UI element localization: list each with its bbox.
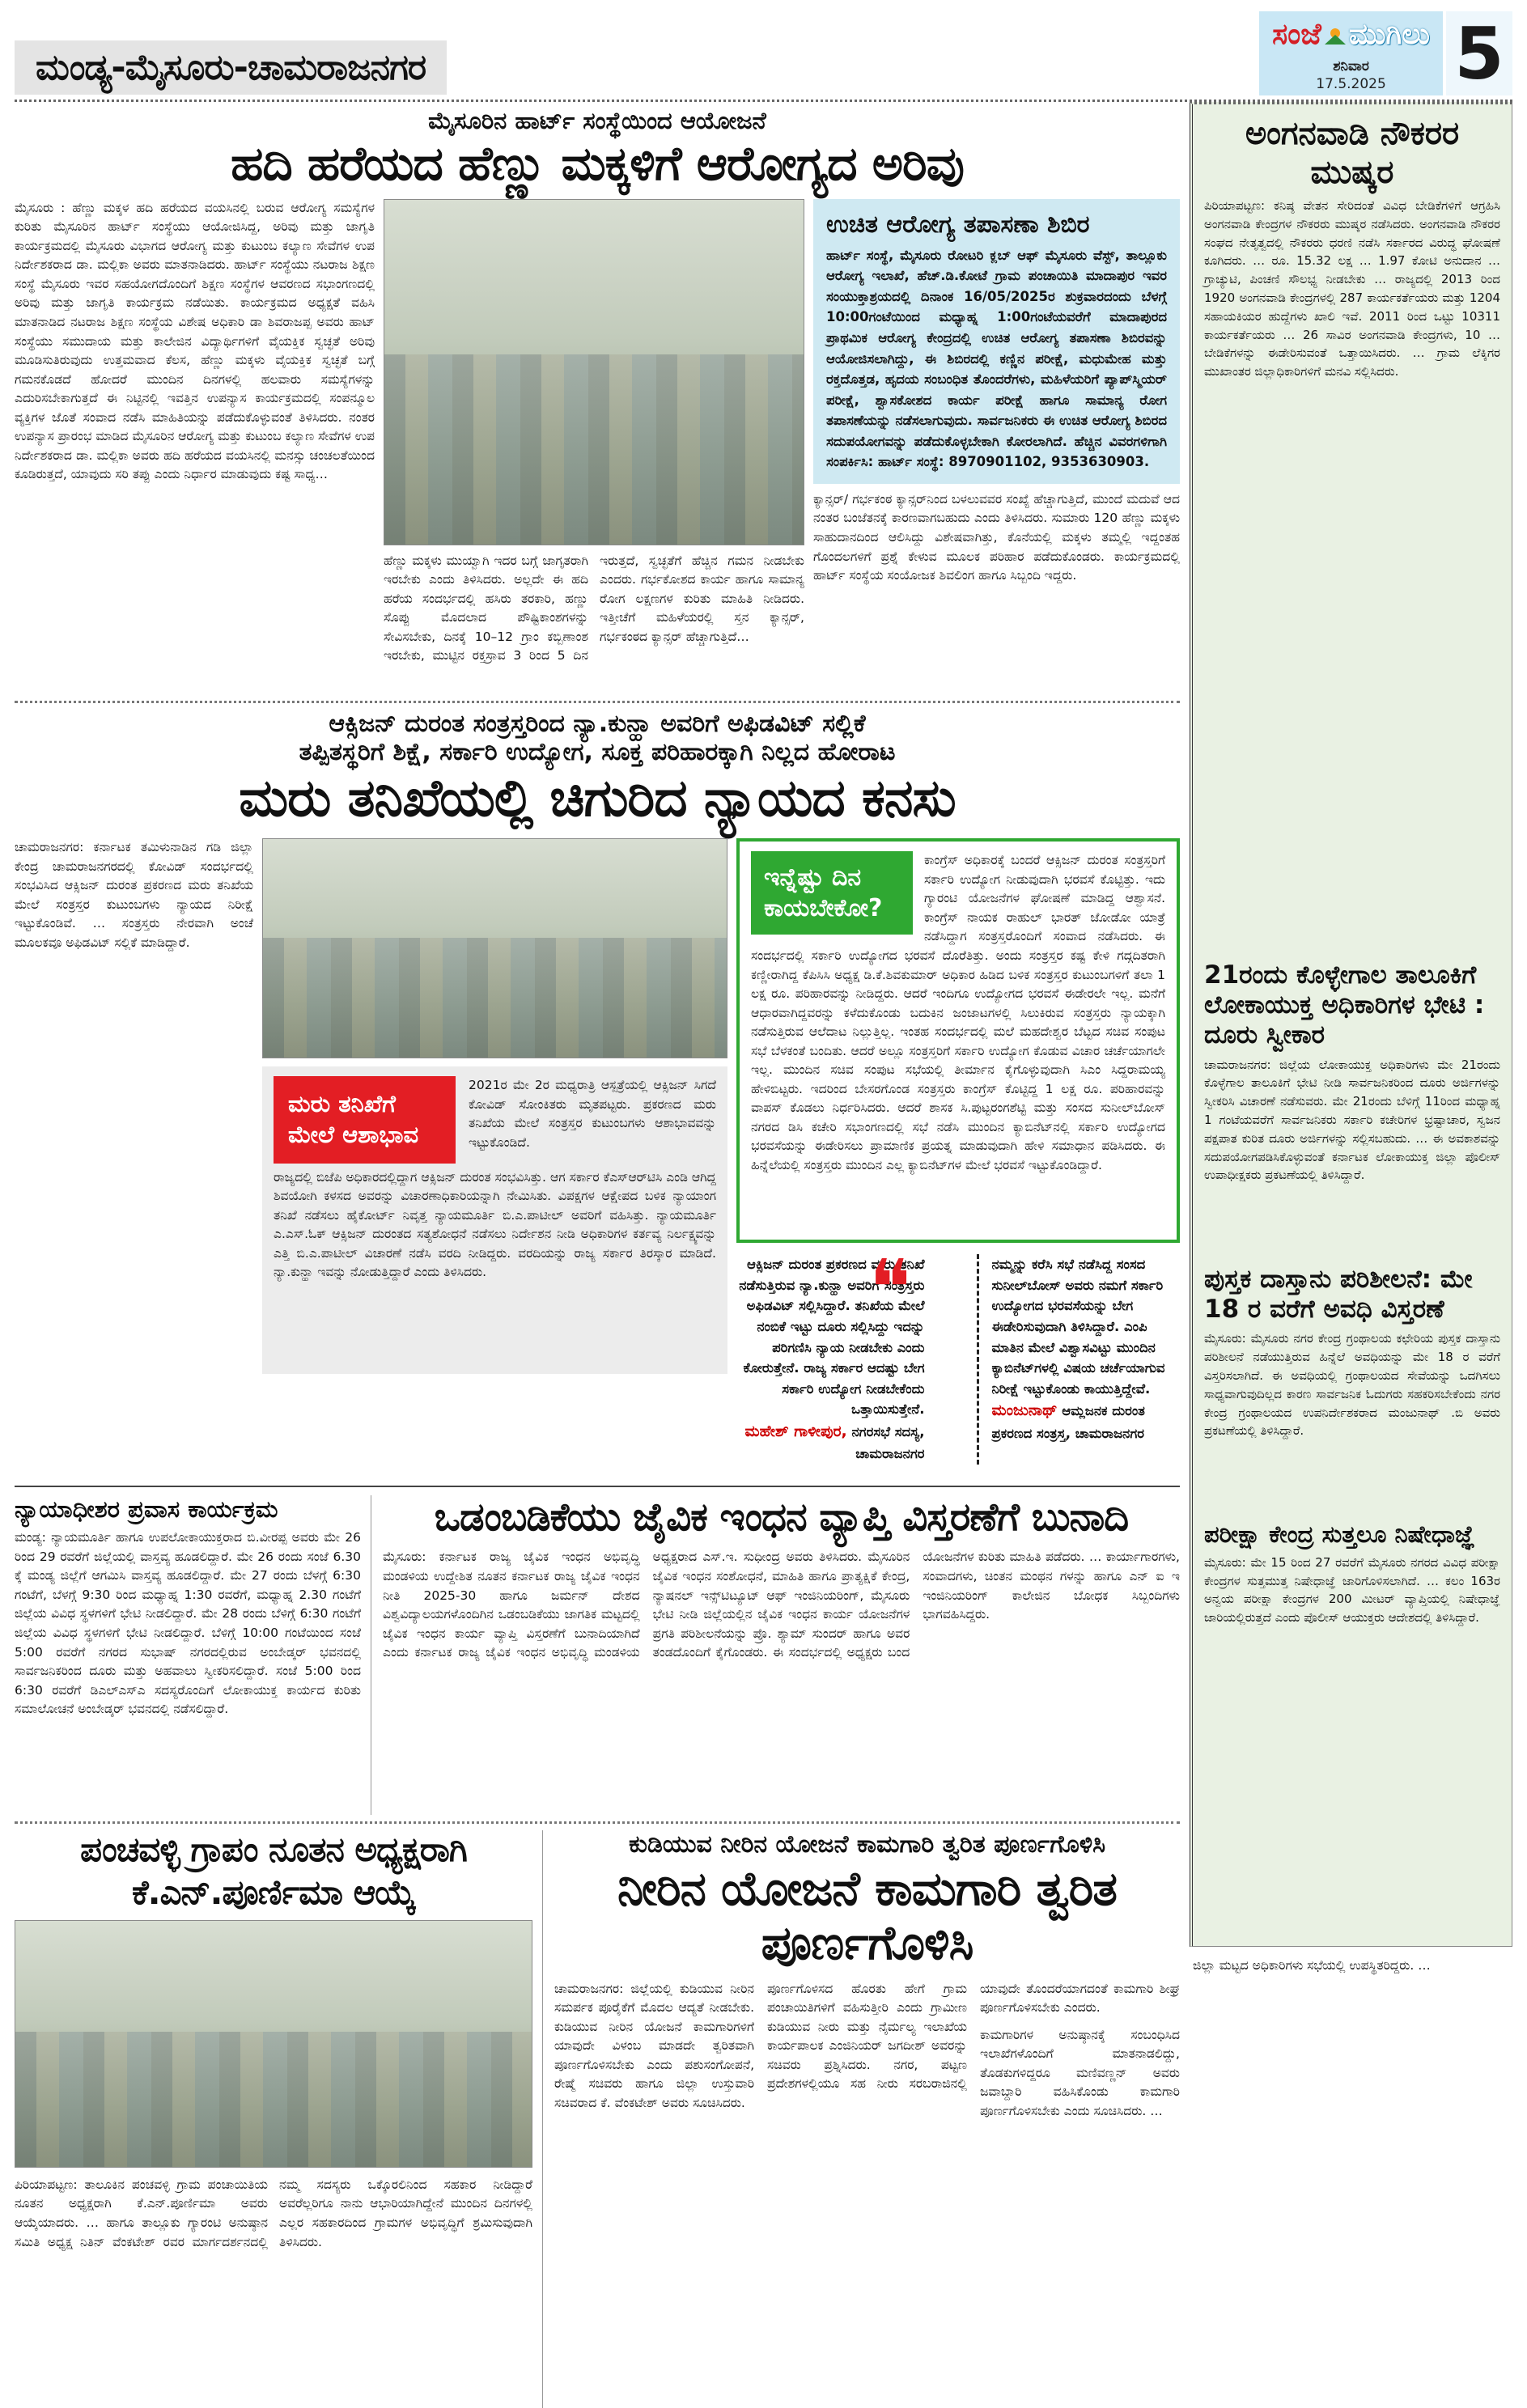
redbox-body-top: 2021ರ ಮೇ 2ರ ಮಧ್ಯರಾತ್ರಿ ಆಸ್ಪತ್ರೆಯಲ್ಲಿ ಆಕ್ಸಿಜನ್ ಸಿಗದೆ ಕೋವಿಡ್ ಸೋಂಕಿತರು ಮೃತಪಟ್ಟರು. ಪ್ರಕರಣದ ಮರು ತನಿಖೆಯ ಮೇಲೆ ಸಂತ್ರಸ್ತರ ಕುಟುಂಬಗಳು ಆಶಾಭಾವವನ್ನು ಇಟ್ಟುಕೊಂಡಿದೆ. [469,1078,716,1150]
redbox-body-bottom: ರಾಜ್ಯದಲ್ಲಿ ಬಿಜೆಪಿ ಅಧಿಕಾರದಲ್ಲಿದ್ದಾಗ ಆಕ್ಸಿಜನ್ ದುರಂತ ಸಂಭವಿಸಿತ್ತು. ಆಗ ಸರ್ಕಾರ ಕೆಎಸ್‌ಆರ್‌ಟಿಸಿ ಎಂಡಿ ಆಗಿದ್ದ ಶಿವಯೋಗಿ ಕಳಸದ ಅವರನ್ನು ವಿಚಾರಣಾಧಿಕಾರಿಯನ್ನಾಗಿ ನೇಮಿಸಿತು. ವಿಪಕ್ಷಗಳ ಆಕ್ಷೇಪದ ಬಳಿಕ ನ್ಯಾಯಾಂಗ ತನಿಖೆ ನಡೆಸಲು ಹೈಕೋರ್ಟ್ ನಿವೃತ್ತ ನ್ಯಾಯಮೂರ್ತಿ ಬಿ.ಎ.ಪಾಟೀಲ್ ಅವರಿಗೆ ವಹಿಸಿತ್ತು. ನ್ಯಾಯಮೂರ್ತಿ ಎ.ಎಸ್.ಓಕ್ ಆಕ್ಸಿಜನ್ ದುರಂತದ ಸತ್ಯಶೋಧನೆ ನಡೆಸಲು ನಿರ್ದೇಶನ ನೀಡಿ ಅಧಿಕಾರಿಗಳ ಕರ್ತವ್ಯ ನಿರ್ಲಕ್ಷ್ಯವನ್ನು ಎತ್ತಿ ಬಿ.ಎ.ಪಾಟೀಲ್ ವಿಚಾರಣೆ ನಡೆಸಿ ವರದಿ ನೀಡಿದ್ದರು. ವರದಿಯನ್ನು ರಾಜ್ಯ ಸರ್ಕಾರ ತಿರಸ್ಕಾರ ಮಾಡಿದೆ. ನ್ಯಾ.ಕುನ್ಹಾ ಇವನ್ನು ನೋಡುತ್ತಿದ್ದಾರೆ ಎಂದು ತಿಳಿಸಿದರು. [274,1169,716,1280]
article1-headline: ಹದಿ ಹರೆಯದ ಹೆಣ್ಣು ಮಕ್ಕಳಿಗೆ ಆರೋಗ್ಯದ ಅರಿವು [231,136,964,191]
section-divider [15,1486,1180,1487]
greenbox-body: ಕಾಂಗ್ರೆಸ್ ಅಧಿಕಾರಕ್ಕೆ ಬಂದರೆ ಆಕ್ಸಿಜನ್ ದುರಂತ ಸಂತ್ರಸ್ತರಿಗೆ ಸರ್ಕಾರಿ ಉದ್ಯೋಗ ನೀಡುವುದಾಗಿ ಭರವಸೆ ಕೊಟ್ಟಿತ್ತು. ಇದು ಗ್ಯಾರಂಟಿ ಯೋಜನೆಗಳ ಘೋಷಣೆ ಮಾಡಿದ್ದ ಆಶ್ವಾಸನೆ. ಕಾಂಗ್ರೆಸ್ ನಾಯಕ ರಾಹುಲ್ ಭಾರತ್ ಜೋಡೋ ಯಾತ್ರೆ ನಡೆಸಿದ್ದಾಗ ಸಂತ್ರಸ್ತರೊಂದಿಗೆ ಸಂವಾದ ನಡೆಸಿದರು. ಈ ಸಂದರ್ಭದಲ್ಲಿ ಸರ್ಕಾರಿ ಉದ್ಯೋಗದ ಭರವಸೆ ದೊರೆತಿತ್ತು. ಅಂದು ಸಂತ್ರಸ್ತರ ಕಷ್ಟ ಕೇಳಿ ಗದ್ಗದಿತರಾಗಿ ಕಣ್ಣೀರಾಗಿದ್ದ ಕೆಪಿಸಿಸಿ ಅಧ್ಯಕ್ಷ ಡಿ.ಕೆ.ಶಿವಕುಮಾರ್ ಅಧಿಕಾರ ಹಿಡಿದ ಬಳಿಕ ಸಂತ್ರಸ್ತರ ಕುಟುಂಬಗಳಿಗೆ ತಲಾ 1 ಲಕ್ಷ ರೂ. ಪರಿಹಾರವನ್ನು ನೀಡಿದ್ದರು. ಆದರೆ ಇಂದಿಗೂ ಉದ್ಯೋಗದ ಭರವಸೆ ಈಡೇರಲೇ ಇಲ್ಲ. ಮನೆಗೆ ಆಧಾರವಾಗಿದ್ದವರನ್ನು ಕಳೆದುಕೊಂಡು ಬದುಕಿನ ಜಂಜಾಟಗಳಲ್ಲಿ ಸಿಲುಕಿರುವ ಸಂತ್ರಸ್ತರು ನ್ಯಾಯಕ್ಕಾಗಿ ನಡೆಸುತ್ತಿರುವ ಆಲೆದಾಟ ನಿಲ್ಲುತ್ತಿಲ್ಲ. ಇಂತಹ ಸಂದರ್ಭದಲ್ಲಿ ಮಲೆ ಮಹದೇಶ್ವರ ಬೆಟ್ಟದ ಸಚಿವ ಸಂಪುಟ ಸಭೆ ಬೆಳಕಂತೆ ಬಂದಿತು. ಆದರೆ ಅಲ್ಲೂ ಸಂತ್ರಸ್ತರಿಗೆ ಸರ್ಕಾರಿ ಉದ್ಯೋಗ ಕೊಡುವ ವಿಚಾರ ಚರ್ಚೆಯಾಗಲೇ ಇಲ್ಲ. ಮುಂದಿನ ಸಚಿವ ಸಂಪುಟ ಸಭೆಯಲ್ಲಿ ತೀರ್ಮಾನ ಕೈಗೊಳ್ಳುವುದಾಗಿ ಸಿಎಂ ಸಿದ್ದರಾಮಯ್ಯ ಹೇಳಿಬಿಟ್ಟರು. ಇದರಿಂದ ಬೇಸರಗೊಂಡ ಸಂತ್ರಸ್ತರು ಕಾಂಗ್ರೆಸ್ ಕೊಟ್ಟಿದ್ದ 1 ಲಕ್ಷ ರೂ. ಪರಿಹಾರವನ್ನು ವಾಪಸ್ ಕೊಡಲು ನಿರ್ಧರಿಸಿದರು. ಆದರೆ ಶಾಸಕ ಸಿ.ಪುಟ್ಟರಂಗಶೆಟ್ಟಿ ಮತ್ತು ಸಂಸದ ಸುನೀಲ್‌ಬೋಸ್ ನಗರದ ಡಿಸಿ ಕಚೇರಿ ಸಭಾಂಗಣದಲ್ಲಿ ಸಭೆ ನಡೆಸಿ ಮುಂದಿನ ಕ್ಯಾಬಿನೆಟ್‌ನಲ್ಲಿ ಸರ್ಕಾರಿ ಉದ್ಯೋಗದ ಭರವಸೆಯನ್ನು ಈಡೇರಿಸಲು ಪ್ರಾಮಾಣಿಕ ಪ್ರಯತ್ನ ಮಾಡುವುದಾಗಿ ಹೇಳಿ ಸಮಾಧಾನ ಪಡಿಸಿದರು. ಈ ಹಿನ್ನೆಲೆಯಲ್ಲಿ ಸಂತ್ರಸ್ತರು ಮುಂದಿನ ಎಲ್ಲ ಕ್ಯಾಬಿನೆಟ್‌ಗಳ ಮೇಲೆ ಭರವಸೆ ಇಟ್ಟುಕೊಂಡಿದ್ದಾರೆ. [751,853,1165,1173]
sidebar-article3-headline: ಪುಸ್ತಕ ದಾಸ್ತಾನು ಪರಿಶೀಲನೆ: ಮೇ 18 ರ ವರೆಗೆ ಅವಧಿ ವಿಸ್ತರಣೆ [1204,1265,1473,1325]
paper-name-blue: ಮುಗಿಲು [1348,18,1430,51]
article-panchavalli-gp [15,1830,532,2408]
article6-col2: ಪೂರ್ಣಗೊಳಿಸದ ಹೊರತು ಹೇಗೆ ಗ್ರಾಮ ಪಂಚಾಯಿತಿಗಳಿಗೆ ವಹಿಸುತ್ತೀರಿ ಎಂದು ಗ್ರಾಮೀಣ ಕುಡಿಯುವ ನೀರು ಮತ್ತು ನೈರ್ಮಲ್ಯ ಇಲಾಖೆಯ ಕಾರ್ಯಪಾಲಕ ಎಂಜಿನಿಯರ್ ಜಗದೀಶ್ ಅವರನ್ನು ಸಚಿವರು ಪ್ರಶ್ನಿಸಿದರು. ನಗರ, ಪಟ್ಟಣ ಪ್ರದೇಶಗಳಲ್ಲಿಯೂ ಸಹ ನೀರು ಸರಬರಾಜಿನಲ್ಲಿ ಯಾವುದೇ ತೊಂದರೆಯಾಗದಂತೆ ಕಾಮಗಾರಿ ಶೀಘ್ರ ಪೂರ್ಣಗೊಳಿಸಬೇಕು ಎಂದರು. [767,1981,1180,2092]
paper-name-red: ಸಂಜೆ [1272,18,1321,51]
article3-headline: ನ್ಯಾಯಾಧೀಶರ ಪ್ರವಾಸ ಕಾರ್ಯಕ್ರಮ [15,1495,278,1524]
sidebar-article1-headline: ಅಂಗನವಾಡಿ ನೌಕರರ ಮುಷ್ಕರ [1245,115,1460,191]
article-oxygen-tragedy [15,710,1180,1478]
sidebar-article3-body: ಮೈಸೂರು: ಮೈಸೂರು ನಗರ ಕೇಂದ್ರ ಗ್ರಂಥಾಲಯ ಕಛೇರಿಯ ಪುಸ್ತಕ ದಾಸ್ತಾನು ಪರಿಶೀಲನೆ ನಡೆಯುತ್ತಿರುವ ಹಿನ್ನೆಲೆ ಅವಧಿಯನ್ನು ಮೇ 18 ರ ವರೆಗೆ ವಿಸ್ತರಿಸಲಾಗಿದೆ. ಈ ಅವಧಿಯಲ್ಲಿ ಗ್ರಂಥಾಲಯದ ಸೇವೆಯನ್ನು ಒದಗಿಸಲು ಸಾಧ್ಯವಾಗುವುದಿಲ್ಲದ ಕಾರಣ ಸಾರ್ವಜನಿಕ ಓದುಗರು ಸಹಕರಿಸಬೇಕೆಂದು ನಗರ ಕೇಂದ್ರ ಗ್ರಂಥಾಲಯದ ಉಪನಿರ್ದೇಶಕರಾದ ಮಂಜುನಾಥ್ .ಬಿ ಅವರು ಪ್ರಕಟಣೆಯಲ್ಲಿ ತಿಳಿಸಿದ್ದಾರೆ. [1204,1331,1500,1439]
section-divider [15,1821,1180,1824]
infobox-title: ಉಚಿತ ಆರೋಗ್ಯ ತಪಾಸಣಾ ಶಿಬಿರ [826,210,1090,239]
article6-col3: ಕಾಮಗಾರಿಗಳ ಅನುಷ್ಠಾನಕ್ಕೆ ಸಂಬಂಧಿಸಿದ ಇಲಾಖೆಗಳೊಂದಿಗೆ ಮಾತನಾಡಲಿದ್ದು, ತೊಡಕುಗಳಿದ್ದರೂ ಮಣಿವಣ್ಣನ್ ಅವರು ಜವಾಬ್ದಾರಿ ವಹಿಸಿಕೊಂಡು ಕಾಮಗಾರಿ ಪೂರ್ಣಗೊಳಿಸಬೇಕು ಎಂದು ಸೂಚಿಸಿದರು. … [980,2027,1180,2118]
sidebar-article4-headline: ಪರೀಕ್ಷಾ ಕೇಂದ್ರ ಸುತ್ತಲೂ ನಿಷೇಧಾಜ್ಞೆ [1204,1520,1475,1548]
article2-photo [262,838,727,1058]
sidebar-article-exam-prohibition [1204,1520,1500,1627]
article5-body: ಪಿರಿಯಾಪಟ್ಟಣ: ತಾಲೂಕಿನ ಪಂಚವಳ್ಳಿ ಗ್ರಾಮ ಪಂಚಾಯಿತಿಯ ನೂತನ ಅಧ್ಯಕ್ಷರಾಗಿ ಕೆ.ಎನ್.ಪೂರ್ಣಿಮಾ ಅವರು ಆಯ್ಕೆಯಾದರು. … ಹಾಗೂ ತಾಲ್ಲೂಕು ಗ್ಯಾರಂಟಿ ಅನುಷ್ಠಾನ ಸಮಿತಿ ಅಧ್ಯಕ್ಷ ನಿತಿನ್ ವೆಂಕಟೇಶ್ ರವರ ಮಾರ್ಗದರ್ಶನದಲ್ಲಿ ನಮ್ಮ ಸದಸ್ಯರು ಒಕ್ಕೊರಲಿನಿಂದ ಸಹಕಾರ ನೀಡಿದ್ದಾರೆ ಅವರೆಲ್ಲರಿಗೂ ನಾನು ಆಭಾರಿಯಾಗಿದ್ದೇನೆ ಮುಂದಿನ ದಿನಗಳಲ್ಲಿ ಎಲ್ಲರ ಸಹಕಾರದಿಂದ ಗ್ರಾಮಗಳ ಅಭಿವೃದ್ಧಿಗೆ ಶ್ರಮಿಸುವುದಾಗಿ ತಿಳಿಸಿದರು. [15,2177,532,2249]
weekday: ಶನಿವಾರ [1333,58,1369,74]
article1-photo [384,199,804,545]
article2-kicker1: ಆಕ್ಸಿಜನ್ ದುರಂತ ಸಂತ್ರಸ್ತರಿಂದ ನ್ಯಾ.ಕುನ್ಹಾ ಅವರಿಗೆ ಅಫಿಡವಿಟ್ ಸಲ್ಲಿಕೆ [329,709,866,738]
article-health-awareness [15,102,1180,694]
newspaper-logo [1259,11,1512,95]
infobox-body: ಹಾರ್ಟ್ ಸಂಸ್ಥೆ, ಮೈಸೂರು ರೋಟರಿ ಕ್ಲಬ್ ಆಫ್ ಮೈಸೂರು ವೆಸ್ಟ್, ತಾಲ್ಲೂಕು ಆರೋಗ್ಯ ಇಲಾಖೆ, ಹೆಚ್.ಡಿ.ಕೋಟೆ ಗ್ರಾಮ ಪಂಚಾಯಿತಿ ಮಾದಾಪುರ ಇವರ ಸಂಯುಕ್ತಾಶ್ರಯದಲ್ಲಿ ದಿನಾಂಕ 16/05/2025ರ ಶುಕ್ರವಾರದಂದು ಬೆಳಗ್ಗೆ 10:00ಗಂಟೆಯಿಂದ ಮಧ್ಯಾಹ್ನ 1:00ಗಂಟೆಯವರೆಗೆ ಮಾದಾಪುರದ ಪ್ರಾಥಮಿಕ ಆರೋಗ್ಯ ಕೇಂದ್ರದಲ್ಲಿ ಉಚಿತ ಆರೋಗ್ಯ ತಪಾಸಣಾ ಶಿಬಿರವನ್ನು ಆಯೋಜಿಸಲಾಗಿದ್ದು, ಈ ಶಿಬಿರದಲ್ಲಿ ಕಣ್ಣಿನ ಪರೀಕ್ಷೆ, ಮಧುಮೇಹ ಮತ್ತು ರಕ್ತದೊತ್ತಡ, ಹೃದಯ ಸಂಬಂಧಿತ ತೊಂದರೆಗಳು, ಮಹಿಳೆಯರಿಗೆ ಪ್ಯಾಪ್‌ಸ್ಮಿಯರ್ ಪರೀಕ್ಷೆ, ಶ್ವಾಸಕೋಶದ ಕಾರ್ಯ ಪರೀಕ್ಷೆ ಹಾಗೂ ಸಾಮಾನ್ಯ ರೋಗ ತಪಾಸಣೆಯನ್ನು ನಡೆಸಲಾಗುವುದು. ಸಾರ್ವಜನಿಕರು ಈ ಉಚಿತ ಆರೋಗ್ಯ ಶಿಬಿರದ ಸದುಪಯೋಗವನ್ನು ಪಡೆದುಕೊಳ್ಳಬೇಕಾಗಿ ಕೋರಲಾಗಿದೆ. ಹೆಚ್ಚಿನ ವಿವರಗಳಿಗಾಗಿ ಸಂಪರ್ಕಿಸಿ: ಹಾರ್ಟ್ ಸಂಸ್ಥೆ: 8970901102, 9353630903. [826,247,1167,470]
article1-body-mid: ಹೆಣ್ಣು ಮಕ್ಕಳು ಮುಯ್ವಾಗಿ ಇದರ ಬಗ್ಗೆ ಜಾಗೃತರಾಗಿ ಇರಬೇಕು ಎಂದು ತಿಳಿಸಿದರು. ಅಲ್ಲದೇ ಈ ಹದಿ ಹರೆಯ ಸಂದರ್ಭದಲ್ಲಿ ಹಸಿರು ತರಕಾರಿ, ಹಣ್ಣು ಸೊಪ್ಪು ಮೊದಲಾದ ಪೌಷ್ಟಿಕಾಂಶಗಳನ್ನು ಸೇವಿಸಬೇಕು, ದಿನಕ್ಕೆ 10–12 ಗ್ರಾಂ ಕಬ್ಬಿಣಾಂಶ ಇರಬೇಕು, ಮುಟ್ಟಿನ ರಕ್ತಸ್ರಾವ 3 ರಿಂದ 5 ದಿನ ಇರುತ್ತದೆ, ಸ್ವಚ್ಛತೆಗೆ ಹೆಚ್ಚಿನ ಗಮನ ನೀಡಬೇಕು ಎಂದರು. ಗರ್ಭಕೋಶದ ಕಾರ್ಯ ಹಾಗೂ ಸಾಮಾನ್ಯ ರೋಗ ಲಕ್ಷಣಗಳ ಕುರಿತು ಮಾಹಿತಿ ನೀಡಿದರು. ಇತ್ತೀಚೆಗೆ ಮಹಿಳೆಯರಲ್ಲಿ ಸ್ತನ ಕ್ಯಾನ್ಸರ್, ಗರ್ಭಕಂಠದ ಕ್ಯಾನ್ಸರ್ ಹೆಚ್ಚಾಗುತ್ತಿದೆ… [384,553,804,663]
article5-photo [15,1920,532,2168]
article6-col4: ಜಿಲ್ಲಾ ಮಟ್ಟದ ಅಧಿಕಾರಿಗಳು ಸಭೆಯಲ್ಲಿ ಉಪಸ್ಥಿತರಿದ್ದರು. … [1193,1958,1431,1973]
article1-body-col1: ಮೈಸೂರು : ಹೆಣ್ಣು ಮಕ್ಕಳ ಹದಿ ಹರೆಯದ ವಯಸಿನಲ್ಲಿ ಬರುವ ಆರೋಗ್ಯ ಸಮಸ್ಯೆಗಳ ಕುರಿತು ಮೈಸೂರಿನ ಹಾರ್ಟ್ ಸಂಸ್ಥೆಯು ಆಯೋಜಿಸಿದ್ದ, ಅರಿವು ಮತ್ತು ಜಾಗೃತಿ ಕಾರ್ಯಕ್ರಮದಲ್ಲಿ ಮೈಸೂರು ವಿಭಾಗದ ಆರೋಗ್ಯ ಮತ್ತು ಕುಟುಂಬ ಕಲ್ಯಾಣ ಸೇವೆಗಳ ಉಪ ನಿರ್ದೇಶಕರಾದ ಡಾ. ಮಲ್ಲಿಕಾ ಅವರು ಮಾತನಾಡಿದರು. ಹಾರ್ಟ್ ಸಂಸ್ಥೆಯು ನಟರಾಜ ಶಿಕ್ಷಣ ಸಂಸ್ಥೆ ಮೈಸೂರು ಇವರ ಸಹಯೋಗದೊಂದಿಗೆ ಶಿಕ್ಷಣ ಸಂಸ್ಥೆಗಳ ಆವರಣದ ಸಭಾಂಗಣದಲ್ಲಿ ಅರಿವು ಮತ್ತು ಜಾಗೃತಿ ಕಾರ್ಯಕ್ರಮ ನಡೆಯಿತು. ಕಾರ್ಯಕ್ರಮದ ಅಧ್ಯಕ್ಷತೆ ವಹಿಸಿ ಮಾತನಾಡಿದ ನಟರಾಜ ಶಿಕ್ಷಣ ಸಂಸ್ಥೆಯ ವಿಶೇಷ ಅಧಿಕಾರಿ ಡಾ ಶಿವರಾಜಪ್ಪ ಅವರು ಹಾಟ್ ಸಂಸ್ಥೆಯು ಸಮುದಾಯ ಮತ್ತು ಕಾಲೇಜಿನ ವಿದ್ಯಾರ್ಥಿಗಳಿಗೆ ವೈಯಕ್ತಿಕ ಸ್ವಚ್ಛತೆ ಅರಿವು ಮೂಡಿಸುತಿರುವುದು ಉತ್ತಮವಾದ ಕೆಲಸ, ಹೆಣ್ಣು ಮಕ್ಕಳು ವೈಯಕ್ತಿಕ ಸ್ವಚ್ಛತೆ ಬಗ್ಗೆ ಗಮನಕೊಡದೆ ಹೋದರೆ ಮುಂದಿನ ದಿನಗಳಲ್ಲಿ ಹಲವಾರು ಸಮಸ್ಯೆಗಳನ್ನು ಎದುರಿಸಬೇಕಾಗುತ್ತದೆ ಈ ನಿಟ್ಟಿನಲ್ಲಿ ಇವತ್ತಿನ ಉಪನ್ಯಾಸ ಕಾರ್ಯಕ್ರಮದಲ್ಲಿ ಸಂಪನ್ಮೂಲ ವ್ಯಕ್ತಿಗಳ ಜೊತೆ ಸಂವಾದ ನಡೆಸಿ ಮಾಹಿತಿಯನ್ನು ಪಡೆದುಕೊಳ್ಳುವಂತೆ ತಿಳಿಸಿದರು. ನಂತರ ಉಪನ್ಯಾಸ ಪ್ರಾರಂಭ ಮಾಡಿದ ಮೈಸೂರಿನ ಆರೋಗ್ಯ ಮತ್ತು ಕುಟುಂಬ ಕಲ್ಯಾಣ ಸೇವೆಗಳ ಉಪ ನಿರ್ದೇಶಕರಾದ ಡಾ. ಮಲ್ಲಿಕಾ ಅವರು ಹದಿ ಹರೆಯದ ವಯಸಿನಲ್ಲಿ ಮನಸ್ಸು ಚಂಚಲತೆಯಿಂದ ಕೂಡಿರುತ್ತದೆ, ಯಾವುದು ಸರಿ ತಪ್ಪು ಎಂದು ನಿರ್ಧಾರ ಮಾಡುವುದು ಕಷ್ಟ ಸಾಧ್ಯ… [15,200,375,482]
page-number: 5 [1443,11,1512,95]
article2-body-col1: ಚಾಮರಾಜನಗರ: ಕರ್ನಾಟಕ ತಮಿಳುನಾಡಿನ ಗಡಿ ಜಿಲ್ಲಾ ಕೇಂದ್ರ ಚಾಮರಾಜನಗರದಲ್ಲಿ ಕೋವಿಡ್ ಸಂದರ್ಭದಲ್ಲಿ ಸಂಭವಿಸಿದ ಆಕ್ಸಿಜನ್ ದುರಂತ ಪ್ರಕರಣದ ಮರು ತನಿಖೆಯ ಮೇಲೆ ಸಂತ್ರಸ್ತರ ಕುಟುಂಬಗಳು ನ್ಯಾಯದ ನಿರೀಕ್ಷೆ ಇಟ್ಟುಕೊಂಡಿವೆ. … ಸಂತ್ರಸ್ತರು ನೇರವಾಗಿ ಅಂಚೆ ಮೂಲಕವೂ ಅಫಿಡವಿಟ್ ಸಲ್ಲಿಕೆ ಮಾಡಿದ್ದಾರೆ. [15,840,253,951]
quote-icon: ❝ [869,1243,911,1334]
quote-left-text: ಆಕ್ಸಿಜನ್ ದುರಂತ ಪ್ರಕರಣದ ಮರು ತನಿಖೆ ನಡೆಸುತ್ತಿರುವ ನ್ಯಾ.ಕುನ್ಹಾ ಅವರಿಗೆ ಸಂತ್ರಸ್ತರು ಅಫಿಡವಿಟ್ ಸಲ್ಲಿಸಿದ್ದಾರೆ. ತನಿಖೆಯ ಮೇಲೆ ನಂಬಿಕೆ ಇಟ್ಟು ದೂರು ಸಲ್ಲಿಸಿದ್ದು ಇದನ್ನು ಪರಿಗಣಿಸಿ ನ್ಯಾಯ ನೀಡಬೇಕು ಎಂದು ಕೋರುತ್ತೇನೆ. ರಾಜ್ಯ ಸರ್ಕಾರ ಆದಷ್ಟು ಬೇಗ ಸರ್ಕಾರಿ ಉದ್ಯೋಗ ನೀಡಬೇಕೆಂದು ಒತ್ತಾಯಿಸುತ್ತೇನೆ. [739,1257,925,1418]
article2-headline: ಮರು ತನಿಖೆಯಲ್ಲಿ ಚಿಗುರಿದ ನ್ಯಾಯದ ಕನಸು [239,768,956,829]
region-strip: ಮಂಡ್ಯ-ಮೈಸೂರು-ಚಾಮರಾಜನಗರ [15,40,447,95]
sidebar-article1-body: ಪಿರಿಯಾಪಟ್ಟಣ: ಕನಿಷ್ಠ ವೇತನ ಸೇರಿದಂತೆ ವಿವಿಧ ಬೇಡಿಕೆಗಳಿಗೆ ಆಗ್ರಹಿಸಿ ಅಂಗನವಾಡಿ ಕೇಂದ್ರಗಳ ನೌಕರರು ಮುಷ್ಕರ ನಡೆಸಿದರು. ಅಂಗನವಾಡಿ ನೌಕರರ ಸಂಘದ ನೇತೃತ್ವದಲ್ಲಿ ನೌಕರರು ಧರಣಿ ನಡೆಸಿ ಸರ್ಕಾರದ ವಿರುದ್ಧ ಘೋಷಣೆ ಕೂಗಿದರು. … ರೂ. 15.32 ಲಕ್ಷ … 1.97 ಕೋಟಿ ಅನುದಾನ … ಗ್ರಾಚ್ಯುಟಿ, ಪಿಂಚಣಿ ಸೌಲಭ್ಯ ನೀಡಬೇಕು … ರಾಜ್ಯದಲ್ಲಿ 2013 ರಿಂದ 1920 ಅಂಗನವಾಡಿ ಕೇಂದ್ರಗಳಲ್ಲಿ 287 ಕಾರ್ಯಕರ್ತೆಯರು ಮತ್ತು 1204 ಸಹಾಯಕಿಯರ ಹುದ್ದೆಗಳು ಖಾಲಿ ಇವೆ. 2011 ರಿಂದ ಒಟ್ಟು 10311 ಕಾರ್ಯಕರ್ತೆಯರು … 26 ಸಾವಿರ ಅಂಗನವಾಡಿ ಕೇಂದ್ರಗಳು, 10 … ಬೇಡಿಕೆಗಳನ್ನು ಈಡೇರಿಸುವಂತೆ ಒತ್ತಾಯಿಸಿದರು. … ಗ್ರಾಮ ಲೆಕ್ಕಿಗರ ಮುಖಾಂತರ ಜಿಲ್ಲಾಧಿಕಾರಿಗಳಿಗೆ ಮನವಿ ಸಲ್ಲಿಸಿದರು. [1204,198,1500,379]
article-water-project [542,1830,1180,2408]
sidebar-article2-body: ಚಾಮರಾಜನಗರ: ಜಿಲ್ಲೆಯ ಲೋಕಾಯುಕ್ತ ಅಧಿಕಾರಿಗಳು ಮೇ 21ರಂದು ಕೊಳ್ಳೆಗಾಲ ತಾಲೂಕಿಗೆ ಭೇಟಿ ನೀಡಿ ಸಾರ್ವಜನಿಕರಿಂದ ದೂರು ಅರ್ಜಿಗಳನ್ನು ಸ್ವೀಕರಿಸಿ ವಿಚಾರಣೆ ನಡೆಸುವರು. ಮೇ 21ರಂದು ಬೆಳಿಗ್ಗೆ 11ರಿಂದ ಮಧ್ಯಾಹ್ನ 1 ಗಂಟೆಯವರೆಗೆ ಸಾರ್ವಜನಿಕರು ಸರ್ಕಾರಿ ಕಚೇರಿಗಳ ಭ್ರಷ್ಟಾಚಾರ, ಸ್ವಜನ ಪಕ್ಷಪಾತ ಕುರಿತ ದೂರು ಅರ್ಜಿಗಳನ್ನು ಸಲ್ಲಿಸಬಹುದು. … ಈ ಅವಕಾಶವನ್ನು ಸದುಪಯೋಗಪಡಿಸಿಕೊಳ್ಳುವಂತೆ ಕರ್ನಾಟಕ ಲೋಕಾಯುಕ್ತ ಜಿಲ್ಲಾ ಪೊಲೀಸ್ ಉಪಾಧೀಕ್ಷಕರು ಪ್ರಕಟಣೆಯಲ್ಲಿ ತಿಳಿಸಿದ್ದಾರೆ. [1204,1057,1500,1183]
sidebar-article2-headline: 21ರಂದು ಕೊಳ್ಳೇಗಾಲ ತಾಲೂಕಿಗೆ ಲೋಕಾಯುಕ್ತ ಅಧಿಕಾರಿಗಳ ಭೇಟಿ : ದೂರು ಸ್ವೀಕಾರ [1204,960,1485,1050]
article5-headline-line1: ಪಂಚವಳ್ಳಿ ಗ್ರಾಪಂ ನೂತನ ಅಧ್ಯಕ್ಷರಾಗಿ [80,1830,467,1870]
quote-right-text: ನಮ್ಮನ್ನು ಕರೆಸಿ ಸಭೆ ನಡೆಸಿದ್ದ ಸಂಸದ ಸುನೀಲ್‌ಬೋಸ್ ಅವರು ನಮಗೆ ಸರ್ಕಾರಿ ಉದ್ಯೋಗದ ಭರವಸೆಯನ್ನು ಬೇಗ ಈಡೇರಿಸುವುದಾಗಿ ತಿಳಿಸಿದ್ದಾರೆ. ಎಂಪಿ ಮಾತಿನ ಮೇಲೆ ವಿಶ್ವಾಸವಿಟ್ಟು ಮುಂದಿನ ಕ್ಯಾಬಿನೆಟ್‌ಗಳಲ್ಲಿ ವಿಷಯ ಚರ್ಚೆಯಾಗುವ ನಿರೀಕ್ಷೆ ಇಟ್ಟುಕೊಂಡು ಕಾಯುತ್ತಿದ್ದೇವೆ. [991,1257,1165,1397]
sunrise-icon [1325,19,1346,52]
redbox-title: ಮರು ತನಿಖೆಗೆ ಮೇಲೆ ಆಶಾಭಾವ [274,1076,456,1163]
main-column [15,102,1180,2408]
article6-col1: ಚಾಮರಾಜನಗರ: ಜಿಲ್ಲೆಯಲ್ಲಿ ಕುಡಿಯುವ ನೀರಿನ ಸಮರ್ಪಕ ಪೂರೈಕೆಗೆ ಮೊದಲ ಆದ್ಯತೆ ನೀಡಬೇಕು. ಕುಡಿಯುವ ನೀರಿನ ಯೋಜನೆ ಕಾಮಗಾರಿಗಳಿಗೆ ಯಾವುದೇ ವಿಳಂಬ ಮಾಡದೇ ತ್ವರಿತವಾಗಿ ಪೂರ್ಣಗೊಳಿಸಬೇಕು ಎಂದು ಪಶುಸಂಗೋಪನೆ, ರೇಷ್ಮೆ ಸಚಿವರು ಹಾಗೂ ಜಿಲ್ಲಾ ಉಸ್ತುವಾರಿ ಸಚಿವರಾದ ಕೆ. ವೆಂಕಟೇಶ್ ಅವರು ಸೂಚಿಸಿದರು. [554,1981,754,2110]
date: 17.5.2025 [1316,76,1386,92]
article2-kicker2: ತಪ್ಪಿತಸ್ಥರಿಗೆ ಶಿಕ್ಷೆ, ಸರ್ಕಾರಿ ಉದ್ಯೋಗ, ಸೂಕ್ತ ಪರಿಹಾರಕ್ಕಾಗಿ ನಿಲ್ಲದ ಹೋರಾಟ [299,737,896,766]
article1-kicker: ಮೈಸೂರಿನ ಹಾರ್ಟ್ ಸಂಸ್ಥೆಯಿಂದ ಆಯೋಜನೆ [428,107,766,134]
article1-body-right: ಕ್ಯಾನ್ಸರ್/ ಗರ್ಭಕಂಠ ಕ್ಯಾನ್ಸರ್‌ನಿಂದ ಬಳಲುವವರ ಸಂಖ್ಯೆ ಹೆಚ್ಚಾಗುತ್ತಿದೆ, ಮುಂದೆ ಮದುವೆ ಆದ ನಂತರ ಬಂಜೆತನಕ್ಕೆ ಕಾರಣವಾಗಬಹುದು ಎಂದು ತಿಳಿಸಿದರು. ಸುಮಾರು 120 ಹೆಣ್ಣು ಮಕ್ಕಳು ಸಾಹುದಾನದಿಂದ ಆಲಿಸಿದ್ದು ವಿಶೇಷವಾಗಿತ್ತು, ಕೊನೆಯಲ್ಲಿ ಮಕ್ಕಳು ತಮ್ಮಲ್ಲಿ ಇದ್ದಂತಹ ಗೊಂದಲಗಳಿಗೆ ಪ್ರಶ್ನೆ ಕೇಳುವ ಮೂಲಕ ಪರಿಹಾರ ಪಡೆದುಕೊಂಡರು. ಕಾರ್ಯಕ್ರಮದಲ್ಲಿ ಹಾರ್ಟ್ ಸಂಸ್ಥೆಯ ಸಂಯೋಜಕ ಶಿವಲಿಂಗ ಹಾಗೂ ಸಿಬ್ಬಂದಿ ಇದ್ದರು. [813,491,1180,583]
article4-headline: ಒಡಂಬಡಿಕೆಯು ಜೈವಿಕ ಇಂಧನ ವ್ಯಾಪ್ತಿ ವಿಸ್ತರಣೆಗೆ ಬುನಾದಿ [434,1495,1129,1541]
article6-headline: ನೀರಿನ ಯೋಜನೆ ಕಾಮಗಾರಿ ತ್ವರಿತ ಪೂರ್ಣಗೊಳಿಸಿ [617,1861,1117,1970]
quote-left-role: ನಗರಸಭೆ ಸದಸ್ಯ, ಚಾಮರಾಜನಗರ [851,1423,925,1462]
how-many-days-box [736,838,1180,1243]
masthead [15,11,1512,102]
article3-body: ಮಂಡ್ಯ: ನ್ಯಾಯಮೂರ್ತಿ ಹಾಗೂ ಉಪಲೋಕಾಯುಕ್ತರಾದ ಬಿ.ವೀರಪ್ಪ ಅವರು ಮೇ 26 ರಿಂದ 29 ರವರೆಗೆ ಜಿಲ್ಲೆಯಲ್ಲಿ ವಾಸ್ತವ್ಯ ಹೂಡಲಿದ್ದಾರೆ. ಮೇ 26 ರಂದು ಸಂಜೆ 6.30 ಕ್ಕೆ ಮಂಡ್ಯ ಜಿಲ್ಲೆಗೆ ಆಗಮಿಸಿ ವಾಸ್ತವ್ಯ ಹೂಡಲಿದ್ದಾರೆ. ಮೇ 27 ರಂದು ಬೆಳಗ್ಗೆ 6:30 ಗಂಟೆಗೆ, ಬೆಳಗ್ಗೆ 9:30 ರಿಂದ ಮಧ್ಯಾಹ್ನ 1:30 ರವರೆಗೆ, ಮಧ್ಯಾಹ್ನ 2.30 ಗಂಟೆಗೆ ಜಿಲ್ಲೆಯ ವಿವಿಧ ಸ್ಥಳಗಳಿಗೆ ಭೇಟಿ ನೀಡಲಿದ್ದಾರೆ. ಮೇ 28 ರಂದು ಬೆಳಿಗ್ಗೆ 6:30 ಗಂಟೆಗೆ ಜಿಲ್ಲೆಯ ವಿವಿಧ ಸ್ಥಳಗಳಿಗೆ ಭೇಟಿ ನೀಡಲಿದ್ದಾರೆ. ಬೆಳಿಗ್ಗೆ 10:00 ಗಂಟೆಯಿಂದ ಸಂಜೆ 5:00 ರವರೆಗೆ ನಗರದ ಸುಭಾಷ್ ನಗರದಲ್ಲಿರುವ ಅಂಬೇಡ್ಕರ್ ಭವನದಲ್ಲಿ ಸಾರ್ವಜನಿಕರಿಂದ ದೂರು ಮತ್ತು ಅಹವಾಲು ಸ್ವೀಕರಿಸಲಿದ್ದಾರೆ. ಸಂಜೆ 5:00 ರಿಂದ 6:30 ರವರೆಗೆ ಡಿಎಲ್‌ಎಸ್‌ಎ ಸದಸ್ಯರೊಂದಿಗೆ ಲೋಕಾಯುಕ್ತ ಕಾರ್ಯದ ಕುರಿತು ಸಮಾಲೋಚನೆ ಅಂಬೇಡ್ಕರ್ ಭವನದಲ್ಲಿ ನಡೆಸಲಿದ್ದಾರೆ. [15,1530,361,1717]
quote-right-role: ಆಮ್ಲಜನಕ ದುರಂತ ಪ್ರಕರಣದ ಸಂತ್ರಸ್ತ, ಚಾಮರಾಜನಗರ [991,1403,1145,1441]
article4-body: ಮೈಸೂರು: ಕರ್ನಾಟಕ ರಾಜ್ಯ ಜೈವಿಕ ಇಂಧನ ಅಭಿವೃದ್ಧಿ ಮಂಡಳಿಯ ಉದ್ದೇಶಿತ ನೂತನ ಕರ್ನಾಟಕ ರಾಜ್ಯ ಜೈವಿಕ ಇಂಧನ ನೀತಿ 2025-30 ಹಾಗೂ ಜರ್ಮನ್ ದೇಶದ ವಿಶ್ವವಿದ್ಯಾಲಯಗಳೊಂದಿಗಿನ ಒಡಂಬಡಿಕೆಯು ಜಾಗತಿಕ ಮಟ್ಟದಲ್ಲಿ ಜೈವಿಕ ಇಂಧನ ಕಾರ್ಯ ವ್ಯಾಪ್ತಿ ವಿಸ್ತರಣೆಗೆ ಬುನಾದಿಯಾಗಿದೆ ಎಂದು ಕರ್ನಾಟಕ ರಾಜ್ಯ ಜೈವಿಕ ಇಂಧನ ಅಭಿವೃದ್ಧಿ ಮಂಡಳಿಯ ಅಧ್ಯಕ್ಷರಾದ ಎಸ್.ಇ. ಸುಧೀಂದ್ರ ಅವರು ತಿಳಿಸಿದರು. ಮೈಸೂರಿನ ಜೈವಿಕ ಇಂಧನ ಸಂಶೋಧನೆ, ಮಾಹಿತಿ ಹಾಗೂ ಪ್ರಾತ್ಯಕ್ಷಿಕೆ ಕೇಂದ್ರ, ನ್ಯಾಷನಲ್ ಇನ್ಸ್‌ಟಿಟ್ಯೂಟ್ ಆಫ್ ಇಂಜಿನಿಯರಿಂಗ್, ಮೈಸೂರು ಭೇಟಿ ನೀಡಿ ಜಿಲ್ಲೆಯಲ್ಲಿನ ಜೈವಿಕ ಇಂಧನ ಕಾರ್ಯ ಯೋಜನೆಗಳ ಪ್ರಗತಿ ಪರಿಶೀಲನೆಯನ್ನು ಪ್ರೊ. ಶ್ಯಾಮ್ ಸುಂದರ್ ಹಾಗೂ ಅವರ ತಂಡದೊಂದಿಗೆ ಕೈಗೊಂಡರು. ಈ ಸಂದರ್ಭದಲ್ಲಿ ಅಧ್ಯಕ್ಷರು ಬಂದ ಯೋಜನೆಗಳ ಕುರಿತು ಮಾಹಿತಿ ಪಡೆದರು. … ಕಾರ್ಯಾಗಾರಗಳು, ಸಂವಾದಗಳು, ಚಿಂತನ ಮಂಥನ ಗಳನ್ನು ಹಾಗೂ ಎನ್ ಐ ಇ ಇಂಜಿನಿಯರಿಂಗ್ ಕಾಲೇಜಿನ ಬೋಧಕ ಸಿಬ್ಬಂದಿಗಳು ಭಾಗವಹಿಸಿದ್ದರು. [383,1550,1180,1660]
article-biofuel-mou [371,1495,1180,1815]
article6-continuation [1190,1947,1512,1986]
section-divider [15,701,1180,703]
quote-left-name: ಮಹೇಶ್ ಗಾಳೀಪುರ, [744,1422,847,1440]
article6-kicker: ಕುಡಿಯುವ ನೀರಿನ ಯೋಜನೆ ಕಾಮಗಾರಿ ತ್ವರಿತ ಪೂರ್ಣಗೊಳಿಸಿ [628,1830,1106,1859]
sidebar-article4-body: ಮೈಸೂರು: ಮೇ 15 ರಿಂದ 27 ರವರೆಗೆ ಮೈಸೂರು ನಗರದ ವಿವಿಧ ಪರೀಕ್ಷಾ ಕೇಂದ್ರಗಳ ಸುತ್ತಮುತ್ತ ನಿಷೇಧಾಜ್ಞೆ ಜಾರಿಗೊಳಿಸಲಾಗಿದೆ. … ಕಲಂ 163ರ ಅನ್ವಯ ಪರೀಕ್ಷಾ ಕೇಂದ್ರಗಳ 200 ಮೀಟರ್ ವ್ಯಾಪ್ತಿಯಲ್ಲಿ ನಿಷೇಧಾಜ್ಞೆ ಜಾರಿಯಲ್ಲಿರುತ್ತದೆ ಎಂದು ಪೊಲೀಸ್ ಆಯುಕ್ತರು ಆದೇಶದಲ್ಲಿ ತಿಳಿಸಿದ್ದಾರೆ. [1204,1554,1500,1626]
quote-right-name: ಮಂಜುನಾಥ್ [991,1401,1058,1420]
retrial-hope-box [262,1066,727,1374]
sidebar-article-lokayukta-visit [1204,960,1500,1252]
article-judge-tour [15,1495,361,1815]
right-sidebar [1190,102,1512,2408]
pull-quotes [736,1243,1180,1465]
sidebar-article-anganwadi-strike [1204,114,1500,948]
sidebar-article-library-extension [1204,1265,1500,1507]
article5-headline-line2: ಕೆ.ಎನ್.ಪೂರ್ಣಿಮಾ ಆಯ್ಕೆ [132,1872,415,1912]
free-health-camp-box [813,199,1180,484]
sidebar-green-panel [1190,102,1512,1947]
greenbox-title: ಇನ್ನೆಷ್ಟು ದಿನ ಕಾಯಬೇಕೋ? [751,851,913,935]
